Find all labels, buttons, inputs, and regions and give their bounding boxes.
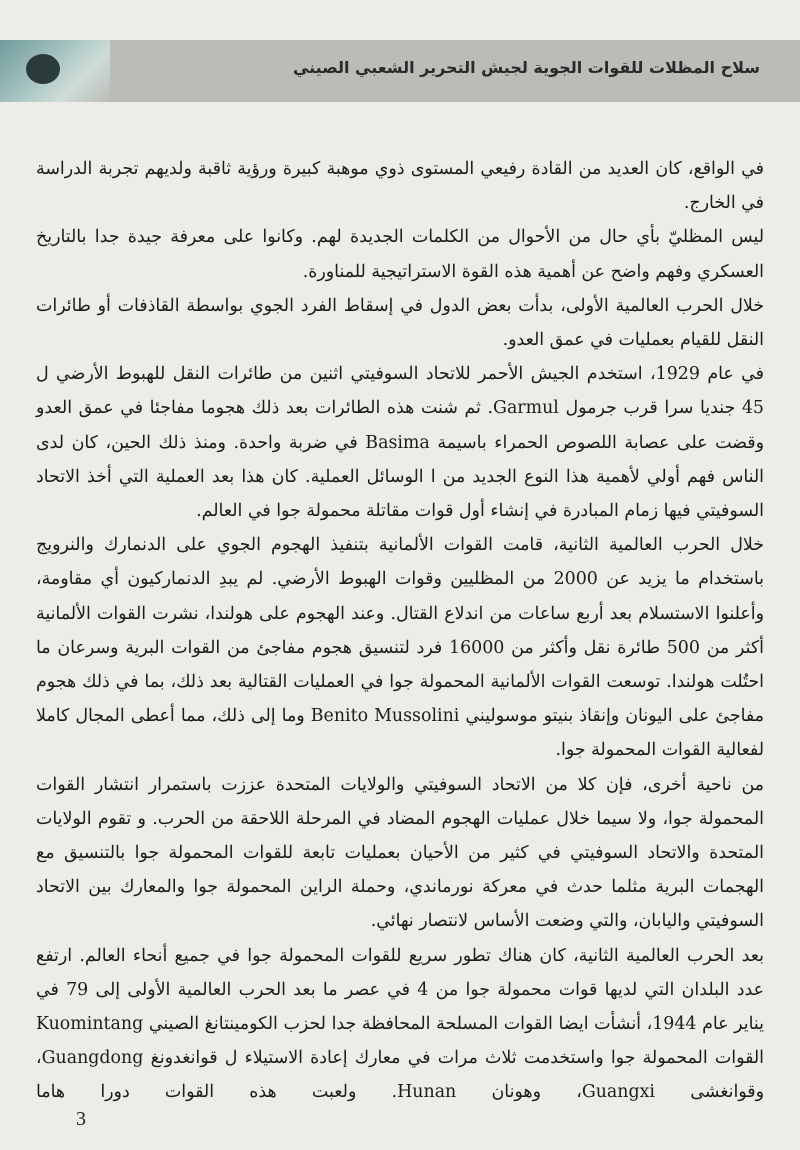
- paragraph: في عام 1929، استخدم الجيش الأحمر للاتحاد السوفيتي اثنين من طائرات النقل للهبوط الأرضي ل 45 جنديا سرا قرب جرمول Garmul. ثم شنت هذه الطائرات بعد ذلك هجوما مفاجئا في عمق العدو وقضت على عصابة اللصوص الحمراء باسيمة Basima في ضربة واحدة. ومنذ ذلك الحين، كان لدى الناس فهم أولي لأهمية هذا النوع الجديد من ا الوسائل العملية. كان هذا بعد العملية التي أخذ الاتحاد السوفيتي فيها زمام المبادرة في إنشاء أول قوات مقاتلة محمولة جوا في العالم.: [36, 364, 764, 522]
- paragraph: من ناحية أخرى، فإن كلا من الاتحاد السوفيتي والولايات المتحدة عززت باستمرار انتشار القوات المحمولة جوا، ولا سيما خلال عمليات الهجوم المضاد في المرحلة اللاحقة من الحرب. و تقوم الولايات المتحدة والاتحاد السوفيتي في كثير من الأحيان بعمليات تابعة للقوات المحمولة جوا بالتنسيق مع الهجمات البرية مثلما حدث في معركة نورماندي، وحملة الراين المحمولة جوا والمعارك بين الاتحاد السوفيتي واليابان، والتي وضعت الأساس لانتصار نهائي.: [36, 774, 764, 932]
- header-photo-thumbnail: [0, 40, 110, 102]
- paragraph: خلال الحرب العالمية الثانية، قامت القوات الألمانية بتنفيذ الهجوم الجوي على الدنمارك والنرويج باستخدام ما يزيد عن 2000 من المظليين وقوات الهبوط الأرضي. لم يبدِ الدنماركيون أي مقاومة، وأعلنوا الاستسلام بعد أربع ساعات من اندلاع القتال. وعند الهجوم على هولندا، نشرت القوات الألمانية أكثر من 500 طائرة نقل وأكثر من 16000 فرد لتنسيق هجوم مفاجئ من القوات البرية وسرعان ما احتُلت هولندا. توسعت القوات الألمانية المحمولة جوا في العمليات القتالية بعد ذلك، بما في ذلك هجوم مفاجئ على اليونان وإنقاذ بنيتو موسوليني Benito Mussolini وما إلى ذلك، مما أعطى المجال كاملا لفعالية القوات المحمولة جوا.: [36, 535, 764, 761]
- paragraph: في الواقع، كان العديد من القادة رفيعي المستوى ذوي موهبة كبيرة ورؤية ثاقبة ولديهم تجربة الدراسة في الخارج.: [36, 159, 764, 214]
- paragraph: ليس المظليّ بأي حال من الأحوال من الكلمات الجديدة لهم. وكانوا على معرفة جيدة جدا بالتاريخ العسكري وفهم واضح عن أهمية هذه القوة الاستراتيجية للمناورة.: [36, 227, 764, 282]
- header-photo-figure: [26, 54, 60, 84]
- page-number: 3: [76, 1108, 86, 1130]
- running-header-title: سلاح المظلات للقوات الجوية لجيش التحرير الشعبي الصيني: [292, 58, 760, 77]
- body-text: [36, 152, 764, 1110]
- paragraph: بعد الحرب العالمية الثانية، كان هناك تطور سريع للقوات المحمولة جوا في جميع أنحاء العالم. ارتفع عدد البلدان التي لديها قوات محمولة جوا من 4 في عصر ما بعد الحرب العالمية الأولى إلى 79 في يناير عام 1944، أنشأت ايضا القوات المسلحة المحافظة جدا لحزب الكومينتانغ الصيني Kuomintang القوات المحمولة جوا واستخدمت ثلاث مرات في معارك إعادة الاستيلاء ل قوانغدونغ Guangdong، وقوانغشى Guangxi، وهونان Hunan. ولعبت هذه القوات دورا هاما: [36, 945, 765, 1103]
- paragraph: خلال الحرب العالمية الأولى، بدأت بعض الدول في إسقاط الفرد الجوي بواسطة القاذفات أو طائرات النقل للقيام بعمليات في عمق العدو.: [36, 295, 764, 351]
- running-header: [0, 40, 800, 102]
